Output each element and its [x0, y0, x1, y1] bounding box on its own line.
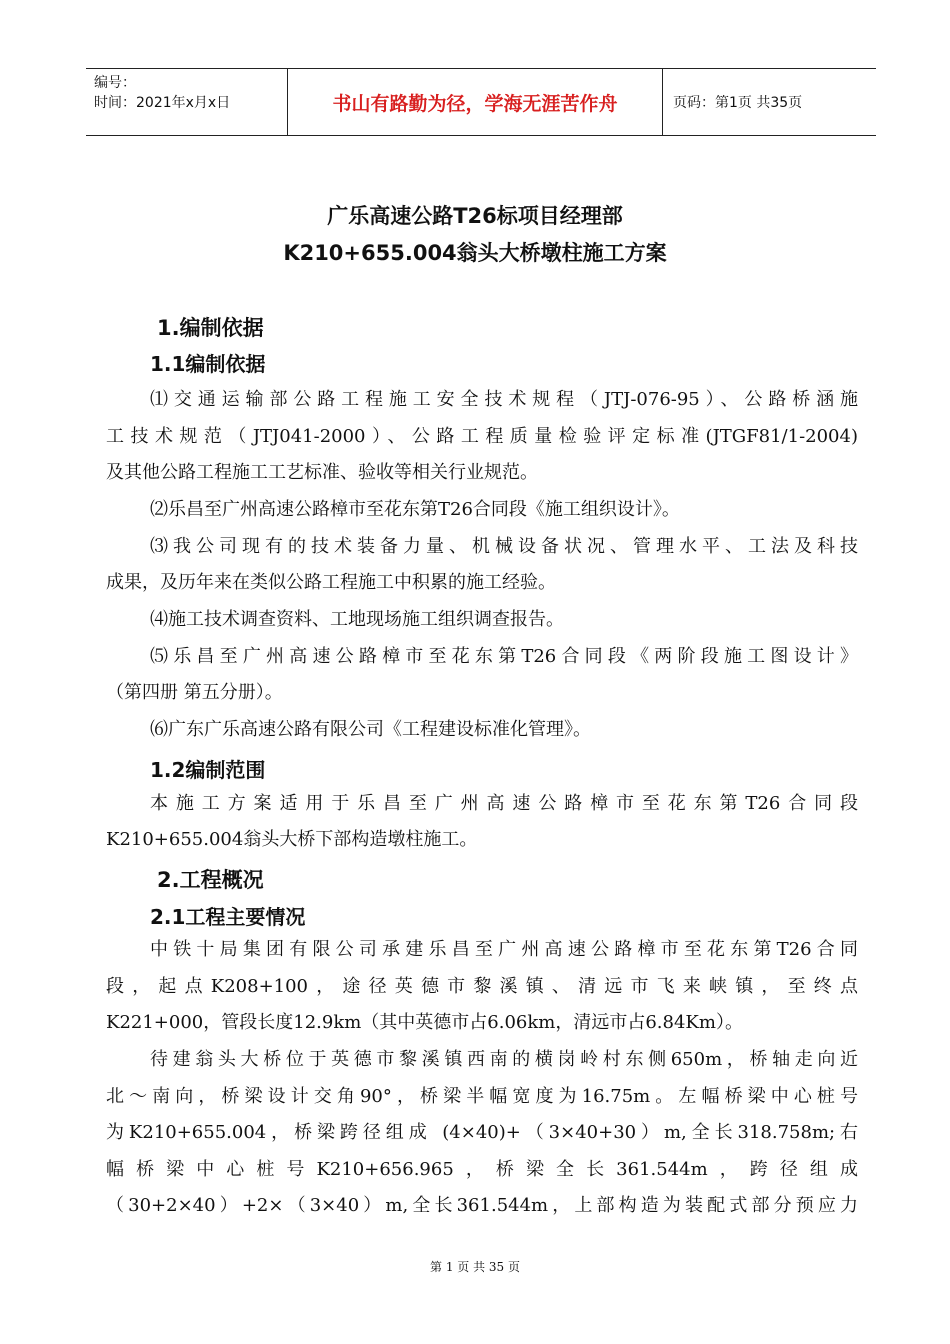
paragraph-line: ⑸乐昌至广州高速公路樟市至花东第T26合同段《两阶段施工图设计》	[150, 646, 858, 667]
paragraph-line: ⑷施工技术调查资料、工地现场施工组织调查报告。	[150, 609, 564, 630]
paragraph-line: （30+2×40）+2×（3×40）m,全长361.544m，上部构造为装配式部分预应力	[106, 1195, 858, 1216]
document-date: 时间：2021年x月x日	[94, 95, 231, 111]
section-heading-1: 1.编制依据	[157, 316, 264, 340]
paragraph-line: 为K210+655.004，桥梁跨径组成 (4×40)+（3×40+30）m,全长318.758m;右	[106, 1122, 858, 1143]
section-heading-1-2: 1.2编制范围	[150, 758, 266, 782]
document-title-line2: K210+655.004翁头大桥墩柱施工方案	[283, 241, 667, 265]
header-meta	[86, 69, 288, 135]
paragraph-line: 成果，及历年来在类似公路工程施工中积累的施工经验。	[106, 572, 556, 593]
header-motto: 书山有路勤为径，学海无涯苦作舟	[332, 92, 618, 115]
paragraph-line: 本施工方案适用于乐昌至广州高速公路樟市至花东第T26合同段	[150, 793, 858, 814]
section-heading-1-1: 1.1编制依据	[150, 352, 266, 376]
section-heading-2-1: 2.1工程主要情况	[150, 905, 306, 929]
paragraph-line: K210+655.004翁头大桥下部构造墩柱施工。	[106, 829, 478, 850]
paragraph-line: K221+000，管段长度12.9km（其中英德市占6.06km，清远市占6.84Km）。	[106, 1012, 743, 1033]
paragraph-line: 段，起点K208+100，途径英德市黎溪镇、清远市飞来峡镇，至终点	[106, 976, 858, 997]
document-number: 编号：	[94, 75, 136, 91]
paragraph-line: ⑹广东广乐高速公路有限公司《工程建设标准化管理》。	[150, 719, 591, 740]
header-motto-cell	[288, 69, 663, 135]
paragraph-line: ⑶我公司现有的技术装备力量、机械设备状况、管理水平、工法及科技	[150, 536, 858, 557]
paragraph-line: 及其他公路工程施工工艺标准、验收等相关行业规范。	[106, 462, 538, 483]
paragraph-line: 幅桥梁中心桩号K210+656.965，桥梁全长361.544m，跨径组成	[106, 1159, 858, 1180]
paragraph-line: （第四册 第五分册）。	[106, 682, 283, 703]
document-title-line1: 广乐高速公路T26标项目经理部	[327, 204, 623, 228]
page-header	[86, 68, 876, 136]
paragraph-line: 工技术规范（JTJ041-2000）、公路工程质量检验评定标准(JTGF81/1-2004)	[106, 426, 858, 447]
section-heading-2: 2.工程概况	[157, 868, 264, 892]
paragraph-line: 待建翁头大桥位于英德市黎溪镇西南的横岗岭村东侧650m，桥轴走向近	[150, 1049, 858, 1070]
paragraph-line: ⑵乐昌至广州高速公路樟市至花东第T26合同段《施工组织设计》。	[150, 499, 680, 520]
paragraph-line: ⑴交通运输部公路工程施工安全技术规程（JTJ-076-95）、公路桥涵施	[150, 389, 858, 410]
paragraph-line: 北～南向，桥梁设计交角90°，桥梁半幅宽度为16.75m。左幅桥梁中心桩号	[106, 1086, 858, 1107]
page-footer: 第 1 页 共 35 页	[430, 1260, 520, 1274]
header-page-number: 页码：第1页 共35页	[673, 95, 803, 111]
paragraph-line: 中铁十局集团有限公司承建乐昌至广州高速公路樟市至花东第T26合同	[150, 939, 858, 960]
